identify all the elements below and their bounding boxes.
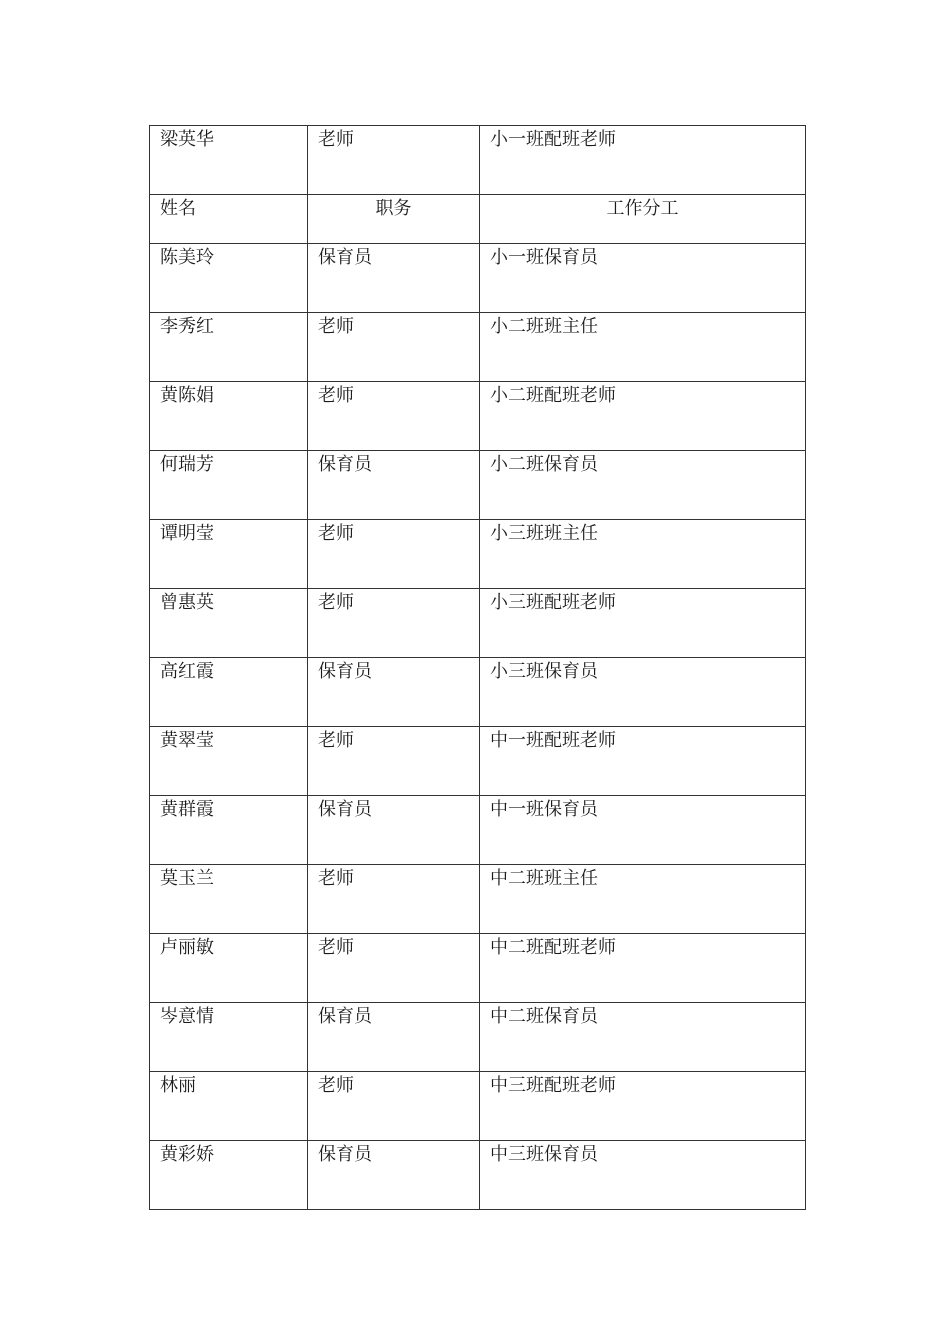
- role-cell: 保育员: [308, 244, 480, 313]
- header-duty: 工作分工: [480, 195, 806, 244]
- duty-cell: 中一班配班老师: [480, 727, 806, 796]
- role-cell: 老师: [308, 520, 480, 589]
- name-cell: 卢丽敏: [150, 934, 308, 1003]
- name-cell: 高红霞: [150, 658, 308, 727]
- table-row: [150, 658, 806, 727]
- table-row: [150, 865, 806, 934]
- table-row: [150, 244, 806, 313]
- name-cell: 陈美玲: [150, 244, 308, 313]
- duty-cell: 中二班配班老师: [480, 934, 806, 1003]
- role-cell: 老师: [308, 727, 480, 796]
- name-cell: 莫玉兰: [150, 865, 308, 934]
- table-row: [150, 520, 806, 589]
- role-cell: 老师: [308, 126, 480, 195]
- duty-cell: 小二班班主任: [480, 313, 806, 382]
- duty-cell: 小三班配班老师: [480, 589, 806, 658]
- role-cell: 老师: [308, 865, 480, 934]
- table-row: [150, 382, 806, 451]
- table-row: [150, 126, 806, 195]
- duty-cell: 小二班配班老师: [480, 382, 806, 451]
- role-cell: 老师: [308, 589, 480, 658]
- table-row: [150, 1141, 806, 1210]
- role-cell: 老师: [308, 934, 480, 1003]
- duty-cell: 中三班保育员: [480, 1141, 806, 1210]
- header-role: 职务: [308, 195, 480, 244]
- duty-cell: 中二班班主任: [480, 865, 806, 934]
- table-row: [150, 1072, 806, 1141]
- duty-cell: 中二班保育员: [480, 1003, 806, 1072]
- duty-cell: 中三班配班老师: [480, 1072, 806, 1141]
- role-cell: 保育员: [308, 1141, 480, 1210]
- role-cell: 老师: [308, 313, 480, 382]
- role-cell: 保育员: [308, 451, 480, 520]
- name-cell: 黄翠莹: [150, 727, 308, 796]
- name-cell: 谭明莹: [150, 520, 308, 589]
- name-cell: 黄群霞: [150, 796, 308, 865]
- header-name: 姓名: [150, 195, 308, 244]
- duty-cell: 小二班保育员: [480, 451, 806, 520]
- role-cell: 老师: [308, 382, 480, 451]
- name-cell: 岑意情: [150, 1003, 308, 1072]
- table-row: [150, 1003, 806, 1072]
- table-row: [150, 313, 806, 382]
- duty-cell: 小三班保育员: [480, 658, 806, 727]
- name-cell: 李秀红: [150, 313, 308, 382]
- table-row: [150, 934, 806, 1003]
- name-cell: 黄彩娇: [150, 1141, 308, 1210]
- role-cell: 保育员: [308, 658, 480, 727]
- duty-cell: 中一班保育员: [480, 796, 806, 865]
- duty-cell: 小一班保育员: [480, 244, 806, 313]
- duty-cell: 小一班配班老师: [480, 126, 806, 195]
- table-header-row: [150, 195, 806, 244]
- name-cell: 何瑞芳: [150, 451, 308, 520]
- table-row: [150, 727, 806, 796]
- role-cell: 老师: [308, 1072, 480, 1141]
- role-cell: 保育员: [308, 1003, 480, 1072]
- name-cell: 梁英华: [150, 126, 308, 195]
- role-cell: 保育员: [308, 796, 480, 865]
- name-cell: 黄陈娟: [150, 382, 308, 451]
- name-cell: 曾惠英: [150, 589, 308, 658]
- table-row: [150, 451, 806, 520]
- staff-assignment-table: [149, 125, 806, 1210]
- table-row: [150, 589, 806, 658]
- name-cell: 林丽: [150, 1072, 308, 1141]
- table-row: [150, 796, 806, 865]
- duty-cell: 小三班班主任: [480, 520, 806, 589]
